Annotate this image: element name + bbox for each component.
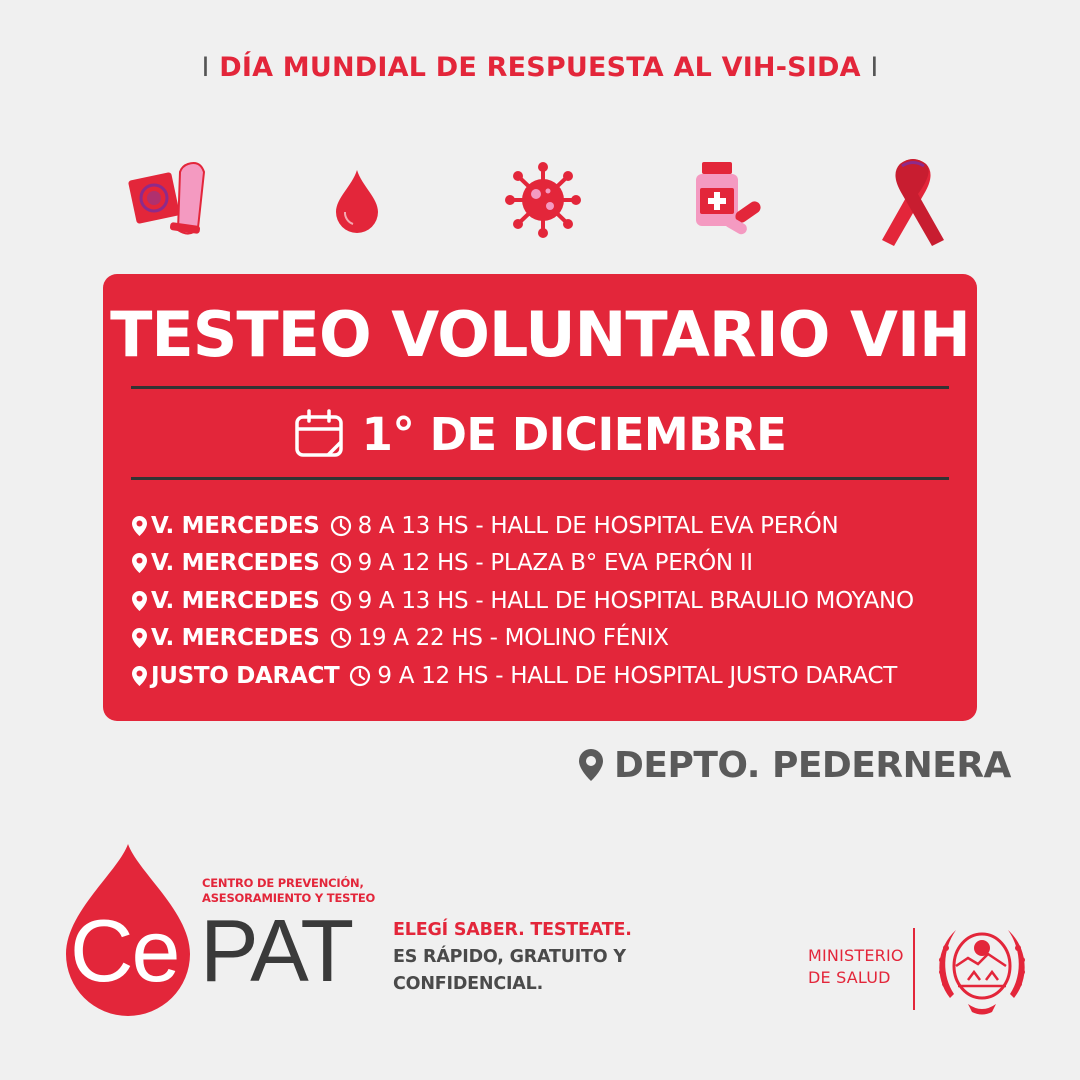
schedule-list — [131, 507, 961, 695]
condom-icon — [128, 158, 220, 244]
department-label — [578, 742, 1011, 788]
location-pin-icon — [131, 590, 148, 612]
divider-bottom — [131, 477, 949, 480]
clock-icon — [330, 515, 352, 537]
schedule-place: V. MERCEDES — [151, 550, 320, 577]
clock-icon — [330, 590, 352, 612]
schedule-detail: 9 A 12 HS - HALL DE HOSPITAL JUSTO DARACT — [377, 662, 898, 689]
schedule-row — [131, 582, 961, 620]
location-pin-icon — [131, 627, 148, 649]
testing-card — [103, 274, 977, 721]
location-pin-icon — [578, 748, 604, 782]
clock-icon — [330, 627, 352, 649]
slogan-line3: CONFIDENCIAL. — [393, 974, 544, 994]
schedule-row — [131, 620, 961, 658]
location-pin-icon — [131, 665, 148, 687]
department-text: DEPTO. PEDERNERA — [614, 744, 1011, 786]
event-title-text: DÍA MUNDIAL DE RESPUESTA AL VIH-SIDA — [219, 52, 861, 83]
schedule-row — [131, 545, 961, 583]
schedule-row — [131, 657, 961, 695]
ministry-separator — [913, 928, 915, 1010]
schedule-detail: 19 A 22 HS - MOLINO FÉNIX — [357, 625, 669, 652]
location-pin-icon — [131, 515, 148, 537]
medicine-icon — [688, 162, 766, 244]
title-bar-left: I — [201, 52, 210, 83]
ministry-label — [808, 945, 904, 989]
clock-icon — [349, 665, 371, 687]
slogan-line2: ES RÁPIDO, GRATUITO Y — [393, 947, 626, 967]
ministry-line2: DE SALUD — [808, 968, 891, 987]
virus-icon — [500, 160, 586, 240]
event-date: 1° DE DICIEMBRE — [361, 407, 787, 461]
card-title: TESTEO VOLUNTARIO VIH — [110, 298, 970, 371]
red-ribbon-icon — [880, 158, 946, 248]
calendar-icon — [294, 409, 346, 459]
title-bar-right: I — [870, 52, 879, 83]
location-pin-icon — [131, 552, 148, 574]
icons-row — [110, 158, 970, 250]
cepat-subtitle-line1: CENTRO DE PREVENCIÓN, — [202, 876, 364, 890]
date-row — [103, 404, 977, 464]
slogan-line1: ELEGÍ SABER. TESTEATE. — [393, 920, 632, 940]
province-seal-icon — [932, 918, 1032, 1018]
schedule-place: V. MERCEDES — [151, 512, 320, 539]
ministry-line1: MINISTERIO — [808, 946, 904, 965]
schedule-place: JUSTO DARACT — [151, 662, 340, 689]
schedule-row — [131, 507, 961, 545]
schedule-place: V. MERCEDES — [151, 587, 320, 614]
clock-icon — [330, 552, 352, 574]
cepat-logo-pat: PAT — [200, 901, 353, 1000]
schedule-detail: 9 A 12 HS - PLAZA B° EVA PERÓN II — [357, 550, 753, 577]
schedule-detail: 9 A 13 HS - HALL DE HOSPITAL BRAULIO MOYANO — [357, 587, 914, 614]
schedule-detail: 8 A 13 HS - HALL DE HOSPITAL EVA PERÓN — [357, 512, 839, 539]
schedule-place: V. MERCEDES — [151, 625, 320, 652]
cepat-logo-ce: Ce — [70, 901, 179, 1000]
event-title — [0, 52, 1080, 83]
divider-top — [131, 386, 949, 389]
blood-drop-icon — [332, 168, 382, 234]
cepat-subtitle-line2: ASESORAMIENTO Y TESTEO — [202, 891, 376, 905]
slogan — [393, 917, 632, 998]
